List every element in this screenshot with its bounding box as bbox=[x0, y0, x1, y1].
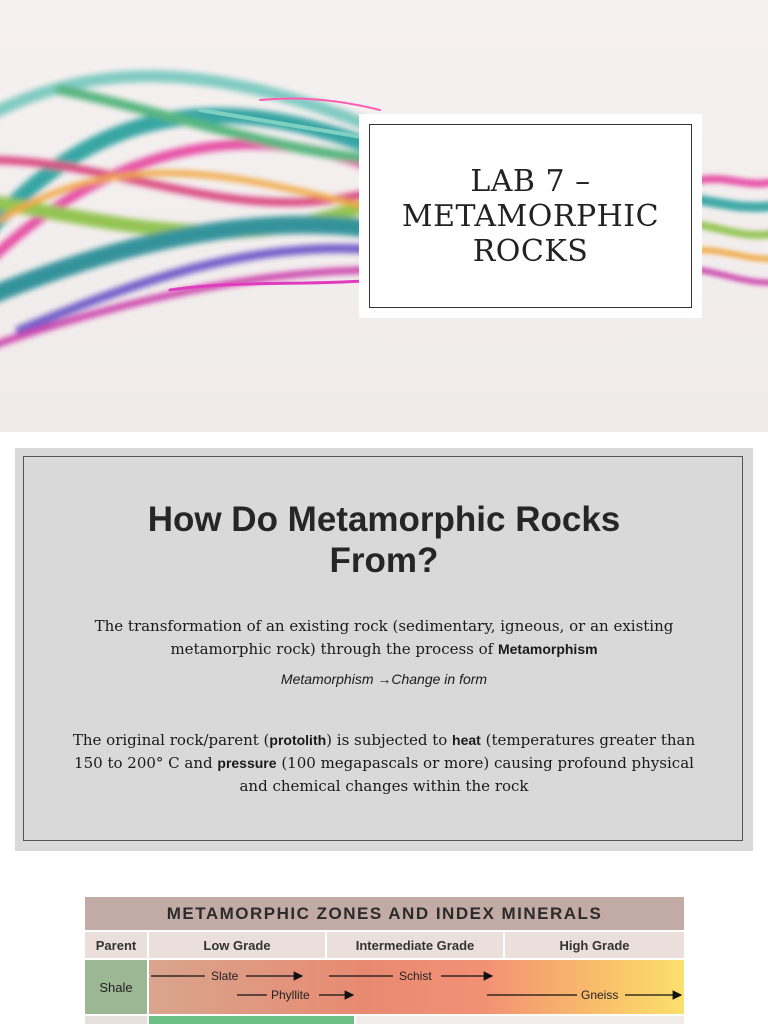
row2-parent-cell bbox=[85, 1016, 147, 1024]
protolith-paragraph bbox=[64, 729, 704, 798]
arrow-icon: → bbox=[377, 671, 392, 687]
header-low-grade: Low Grade bbox=[149, 932, 325, 958]
p2-meaning: Change in form bbox=[391, 671, 488, 687]
label-schist: Schist bbox=[399, 969, 432, 983]
grade-arrows bbox=[85, 960, 684, 1014]
header-intermediate-grade: Intermediate Grade bbox=[327, 932, 503, 958]
metamorphism-meaning bbox=[64, 668, 704, 691]
p3-part-b: ) is subjected to bbox=[326, 731, 453, 749]
table-row-shale bbox=[85, 960, 684, 1014]
header-high-grade: High Grade bbox=[505, 932, 684, 958]
definition-paragraph bbox=[64, 615, 704, 661]
slide-title bbox=[381, 164, 681, 269]
p2-term: Metamorphism bbox=[280, 671, 378, 687]
p3-part-a: The original rock/parent ( bbox=[72, 731, 270, 749]
title-frame bbox=[369, 124, 692, 308]
title-card bbox=[359, 114, 702, 318]
header-parent: Parent bbox=[85, 932, 147, 958]
zones-table-slide bbox=[85, 897, 684, 1024]
zones-table-title: METAMORPHIC ZONES AND INDEX MINERALS bbox=[85, 897, 684, 930]
definition-frame bbox=[23, 456, 743, 841]
p3-part-c: (temperatures greater than 150 to 200° C and bbox=[74, 731, 696, 772]
p3-heat: heat bbox=[452, 732, 481, 748]
p3-protolith: protolith bbox=[269, 732, 327, 748]
label-phyllite: Phyllite bbox=[271, 988, 310, 1002]
heading-line-2: From? bbox=[329, 541, 439, 580]
definition-heading bbox=[64, 499, 704, 581]
heading-line-1: How Do Metamorphic Rocks bbox=[147, 500, 621, 539]
table-header-row bbox=[85, 932, 684, 958]
label-slate: Slate bbox=[211, 969, 239, 983]
title-line-1: LAB 7 – bbox=[470, 163, 591, 199]
row2-rest bbox=[356, 1016, 684, 1024]
table-row-partial bbox=[85, 1016, 684, 1024]
title-line-3: ROCKS bbox=[472, 233, 589, 269]
p3-part-d: (100 megapascals or more) causing profound physical and chemical changes within the rock bbox=[239, 754, 694, 795]
p3-pressure: pressure bbox=[217, 755, 277, 771]
p1-bold-term: Metamorphism bbox=[497, 641, 598, 657]
parent-cell: Shale bbox=[85, 960, 147, 1014]
definition-slide bbox=[15, 448, 753, 851]
title-slide bbox=[0, 0, 768, 432]
row2-green-band bbox=[149, 1016, 354, 1024]
p1-text: The transformation of an existing rock (sedimentary, igneous, or an existing metamorphic rock) through the process of bbox=[94, 617, 674, 658]
label-gneiss: Gneiss bbox=[581, 988, 619, 1002]
title-line-2: METAMORPHIC bbox=[401, 198, 660, 234]
